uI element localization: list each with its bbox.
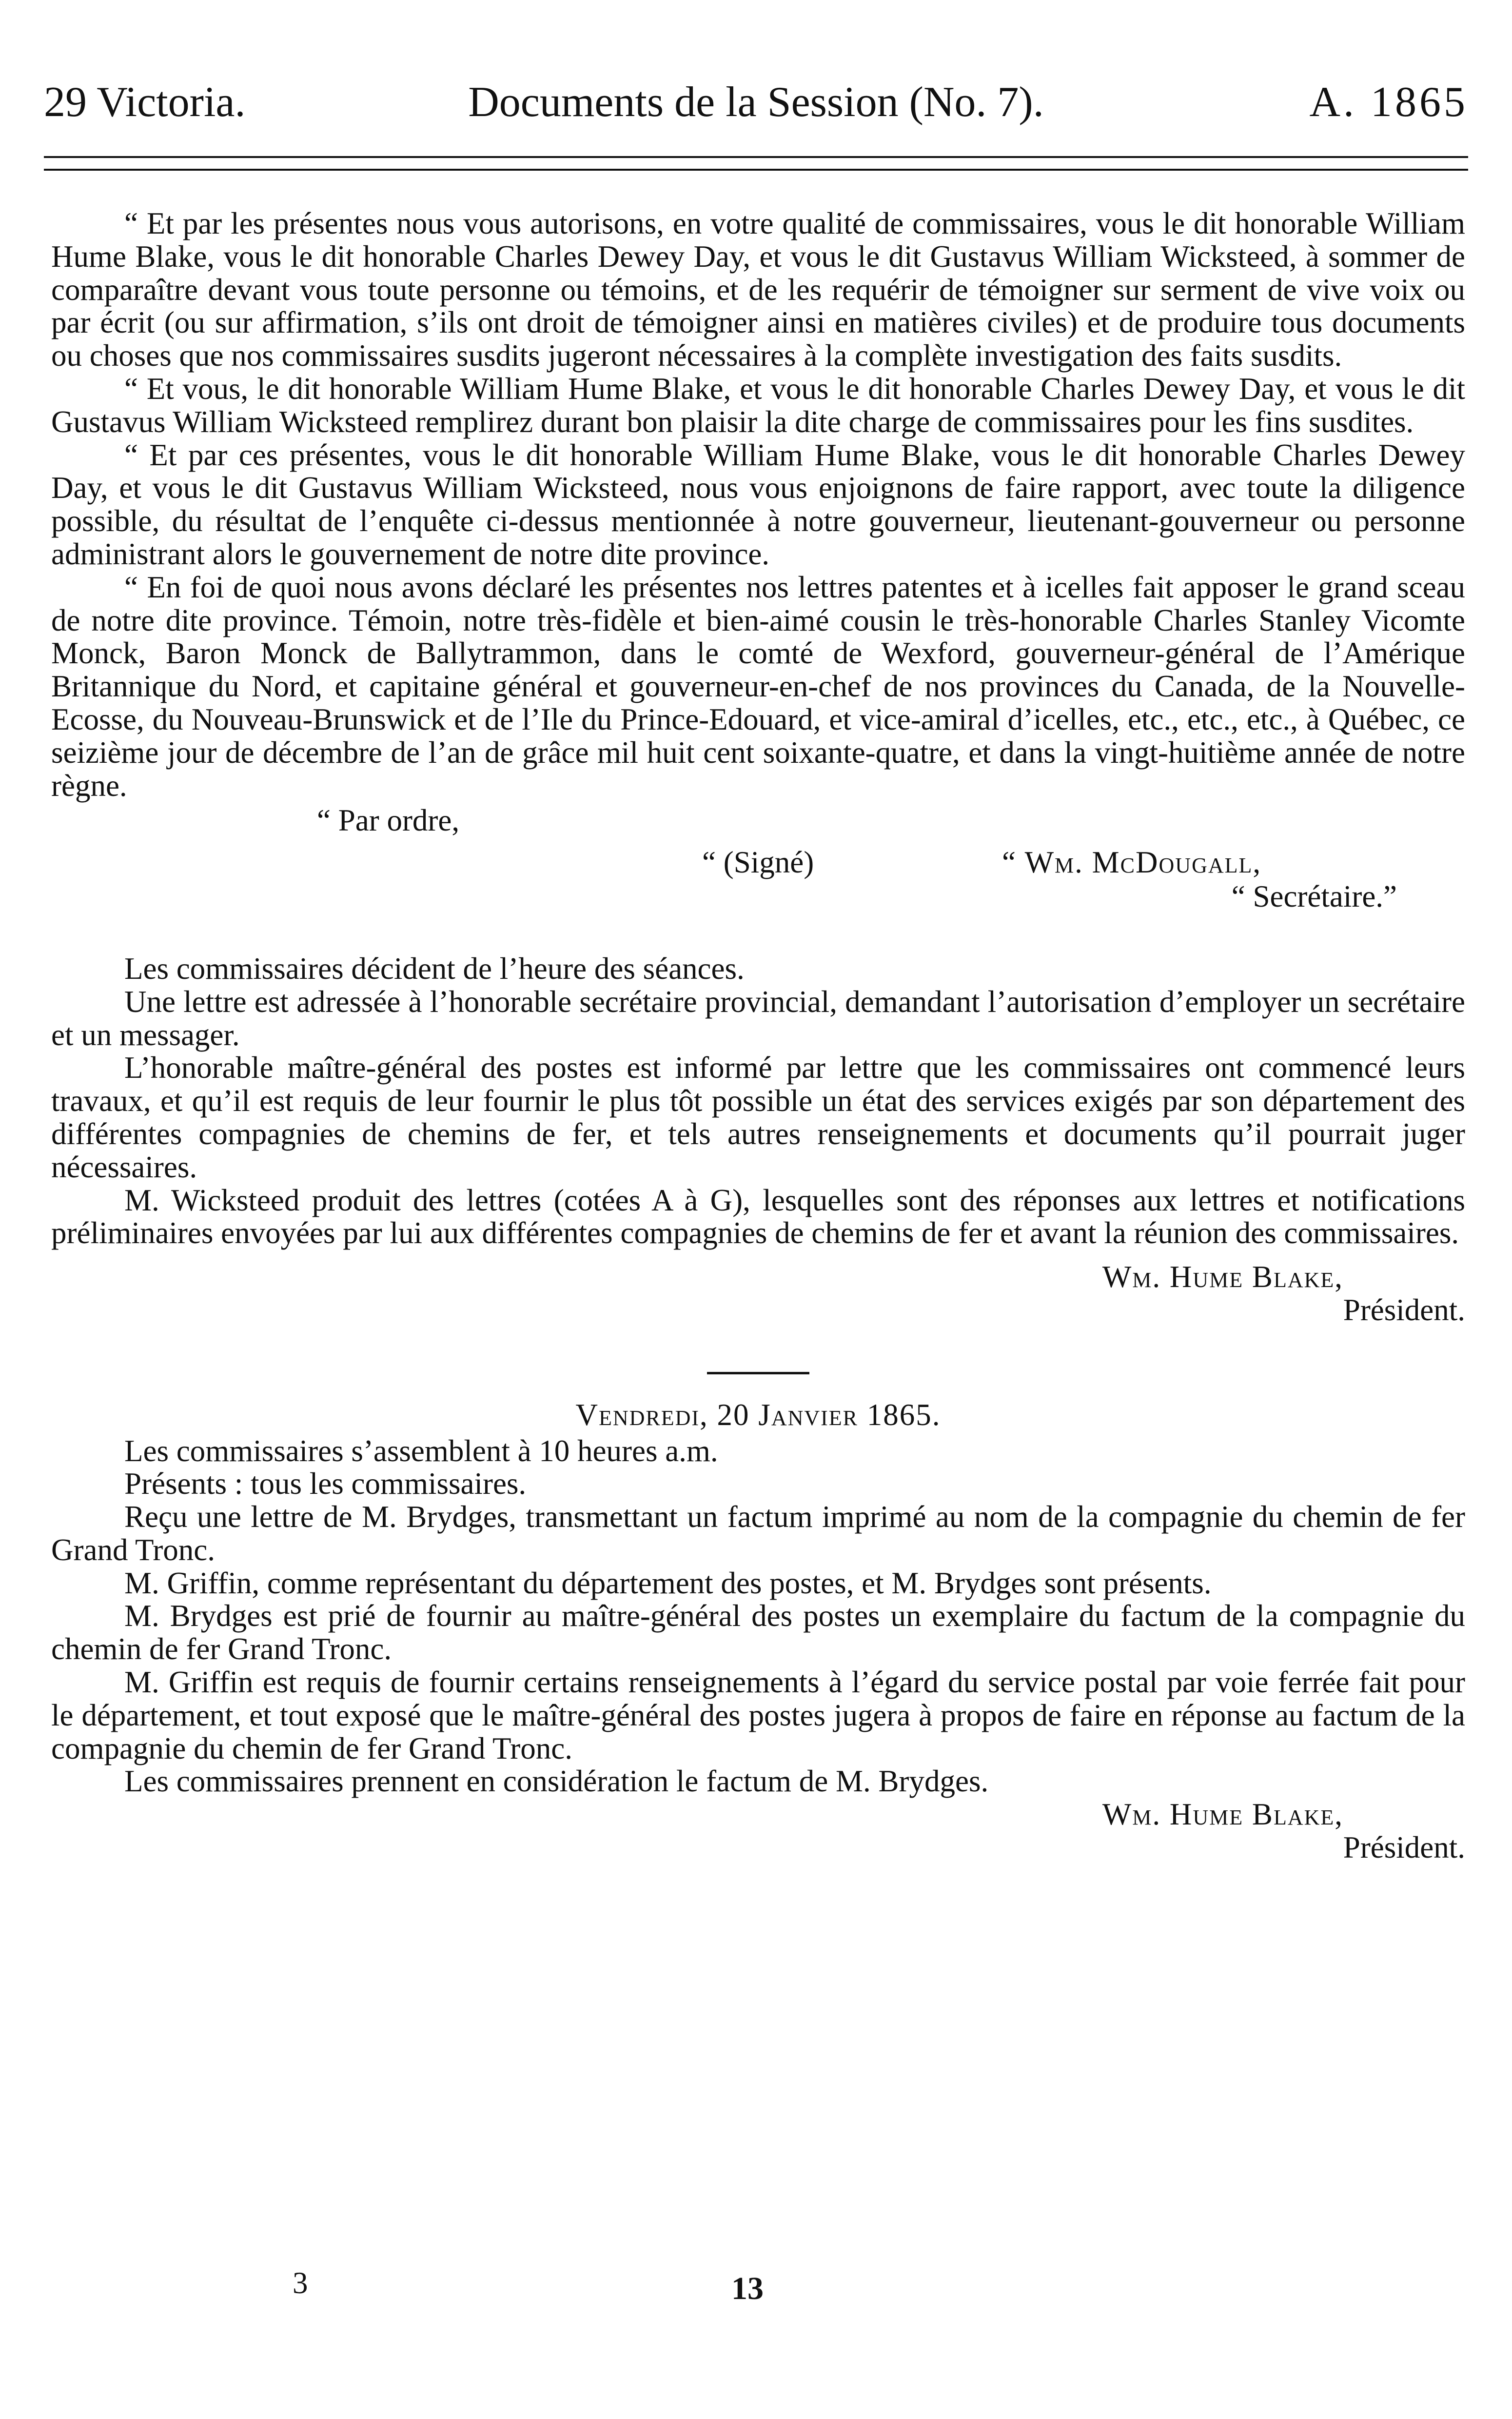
session2-paragraph-2: Présents : tous les commissaires. bbox=[124, 1467, 527, 1501]
session2-paragraph-1: Les commissaires s’assemblent à 10 heures a.m. bbox=[124, 1433, 718, 1468]
session2-paragraph-5: M. Brydges est prié de fournir au maître-général des postes un exemplaire du factum de la compagnie du chemin de fer Grand Tronc. bbox=[51, 1599, 1465, 1666]
header-session: A. 1865 bbox=[1309, 79, 1468, 126]
session-date-heading: Vendredi, 20 Janvier 1865. bbox=[575, 1397, 941, 1432]
session2-paragraph-4: M. Griffin, comme représentant du département des postes, et M. Brydges sont présents. bbox=[124, 1566, 1212, 1600]
session2-paragraph-3: Reçu une lettre de M. Brydges, transmettant un factum imprimé au nom de la compagnie du chemin de fer Grand Tronc. bbox=[51, 1500, 1465, 1567]
secretary-title: “ Secrétaire.” bbox=[1231, 879, 1397, 914]
header-title: Documents de la Session (No. 7). bbox=[468, 79, 1044, 126]
commission-paragraph-4: “ En foi de quoi nous avons déclaré les présentes nos lettres patentes et à icelles fait apposer le grand sceau de notre dite province. Témoin, notre très-fidèle et bien-aimé cousin le très-honorable Charles Stanley Vicomte Monck, Baron Monck de Ballytrammon, dans le comté de Wexford, gouverneur-général de l’Amérique Britannique du Nord, et capitaine général et gouverneur-en-chef de nos provinces du Canada, de la Nouvelle-Ecosse, du Nouveau-Brunswick et de l’Ile du Prince-Edouard, et vice-amiral d’icelles, etc., etc., etc., à Québec, ce seizième jour de décembre de l’an de grâce mil huit cent soixante-quatre, et dans la vingt-huitième année de notre règne. bbox=[51, 570, 1465, 803]
signed-label: “ (Signé) bbox=[702, 845, 814, 880]
header-double-rule bbox=[44, 156, 1468, 171]
commission-paragraph-1: “ Et par les présentes nous vous autorisons, en votre qualité de commissaires, vous le dit honorable William Hume Blake, vous le dit honorable Charles Dewey Day, et vous le dit Gustavus William Wicksteed, à sommer de comparaître devant vous toute personne ou témoins, et de les requérir de témoigner sur serment de vive voix ou par écrit (ou sur affirmation, s’ils ont droit de témoigner ainsi en matières civiles) et de produire tous documents ou choses que nos commissaires susdits jugeront nécessaires à la complète investigation des faits susdits. bbox=[51, 206, 1465, 373]
commission-paragraph-2: “ Et vous, le dit honorable William Hume Blake, et vous le dit honorable Charles Dewey Day, et vous le dit Gustavus William Wicksteed remplirez durant bon plaisir la dite charge de commissaires pour les fins susdites. bbox=[51, 371, 1465, 439]
document-body bbox=[51, 207, 1465, 1864]
minutes-paragraph-1: Les commissaires décident de l’heure des séances. bbox=[124, 951, 745, 986]
president-signature-1: Wm. Hume Blake, bbox=[1102, 1260, 1343, 1294]
session2-paragraph-6: M. Griffin est requis de fournir certains renseignements à l’égard du service postal par voie ferrée fait pour le département, et tout exposé que le maître-général des postes jugera à propos de faire en réponse au factum de la compagnie du chemin de fer Grand Tronc. bbox=[51, 1665, 1465, 1765]
president-signature-2: Wm. Hume Blake, bbox=[1102, 1797, 1343, 1832]
president-title-1: Président. bbox=[1343, 1292, 1465, 1327]
header-year: 29 Victoria. bbox=[44, 79, 246, 126]
minutes-paragraph-4: M. Wicksteed produit des lettres (cotées A à G), lesquelles sont des réponses aux lettres et notifications préliminaires envoyées par lui aux différentes compagnies de chemins de fer et avant la réunion des commissaires. bbox=[51, 1183, 1465, 1250]
spacer bbox=[51, 913, 1465, 952]
minutes-paragraph-2: Une lettre est adressée à l’honorable secrétaire provincial, demandant l’autorisation d’employer un secrétaire et un messager. bbox=[51, 984, 1465, 1052]
mcdougall-signature: “ Wm. McDougall, bbox=[1002, 845, 1262, 880]
page-number: 13 bbox=[731, 2271, 764, 2306]
session2-paragraph-7: Les commissaires prennent en considération le factum de M. Brydges. bbox=[124, 1764, 989, 1799]
minutes-paragraph-3: L’honorable maître-général des postes est informé par lettre que les commissaires ont commencé leurs travaux, et qu’il est requis de leur fournir le plus tôt possible un état des services exigés par son département des différentes compagnies de chemins de fer, et tels autres renseignements et documents qu’il pourrait juger nécessaires. bbox=[51, 1051, 1465, 1184]
section-divider bbox=[707, 1372, 809, 1374]
signature-mark: 3 bbox=[293, 2266, 308, 2300]
page-header bbox=[44, 73, 1468, 132]
president-title-2: Président. bbox=[1343, 1830, 1465, 1865]
signed-row bbox=[51, 846, 1465, 880]
commission-paragraph-3: “ Et par ces présentes, vous le dit honorable William Hume Blake, vous le dit honorable Charles Dewey Day, et vous le dit Gustavus William Wicksteed, nous vous enjoignons de faire rapport, avec toute la diligence possible, du résultat de l’enquête ci-dessus mentionnée à notre gouverneur, lieutenant-gouverneur ou personne administrant alors le gouvernement de notre dite province. bbox=[51, 437, 1465, 571]
order-line: “ Par ordre, bbox=[317, 803, 460, 838]
